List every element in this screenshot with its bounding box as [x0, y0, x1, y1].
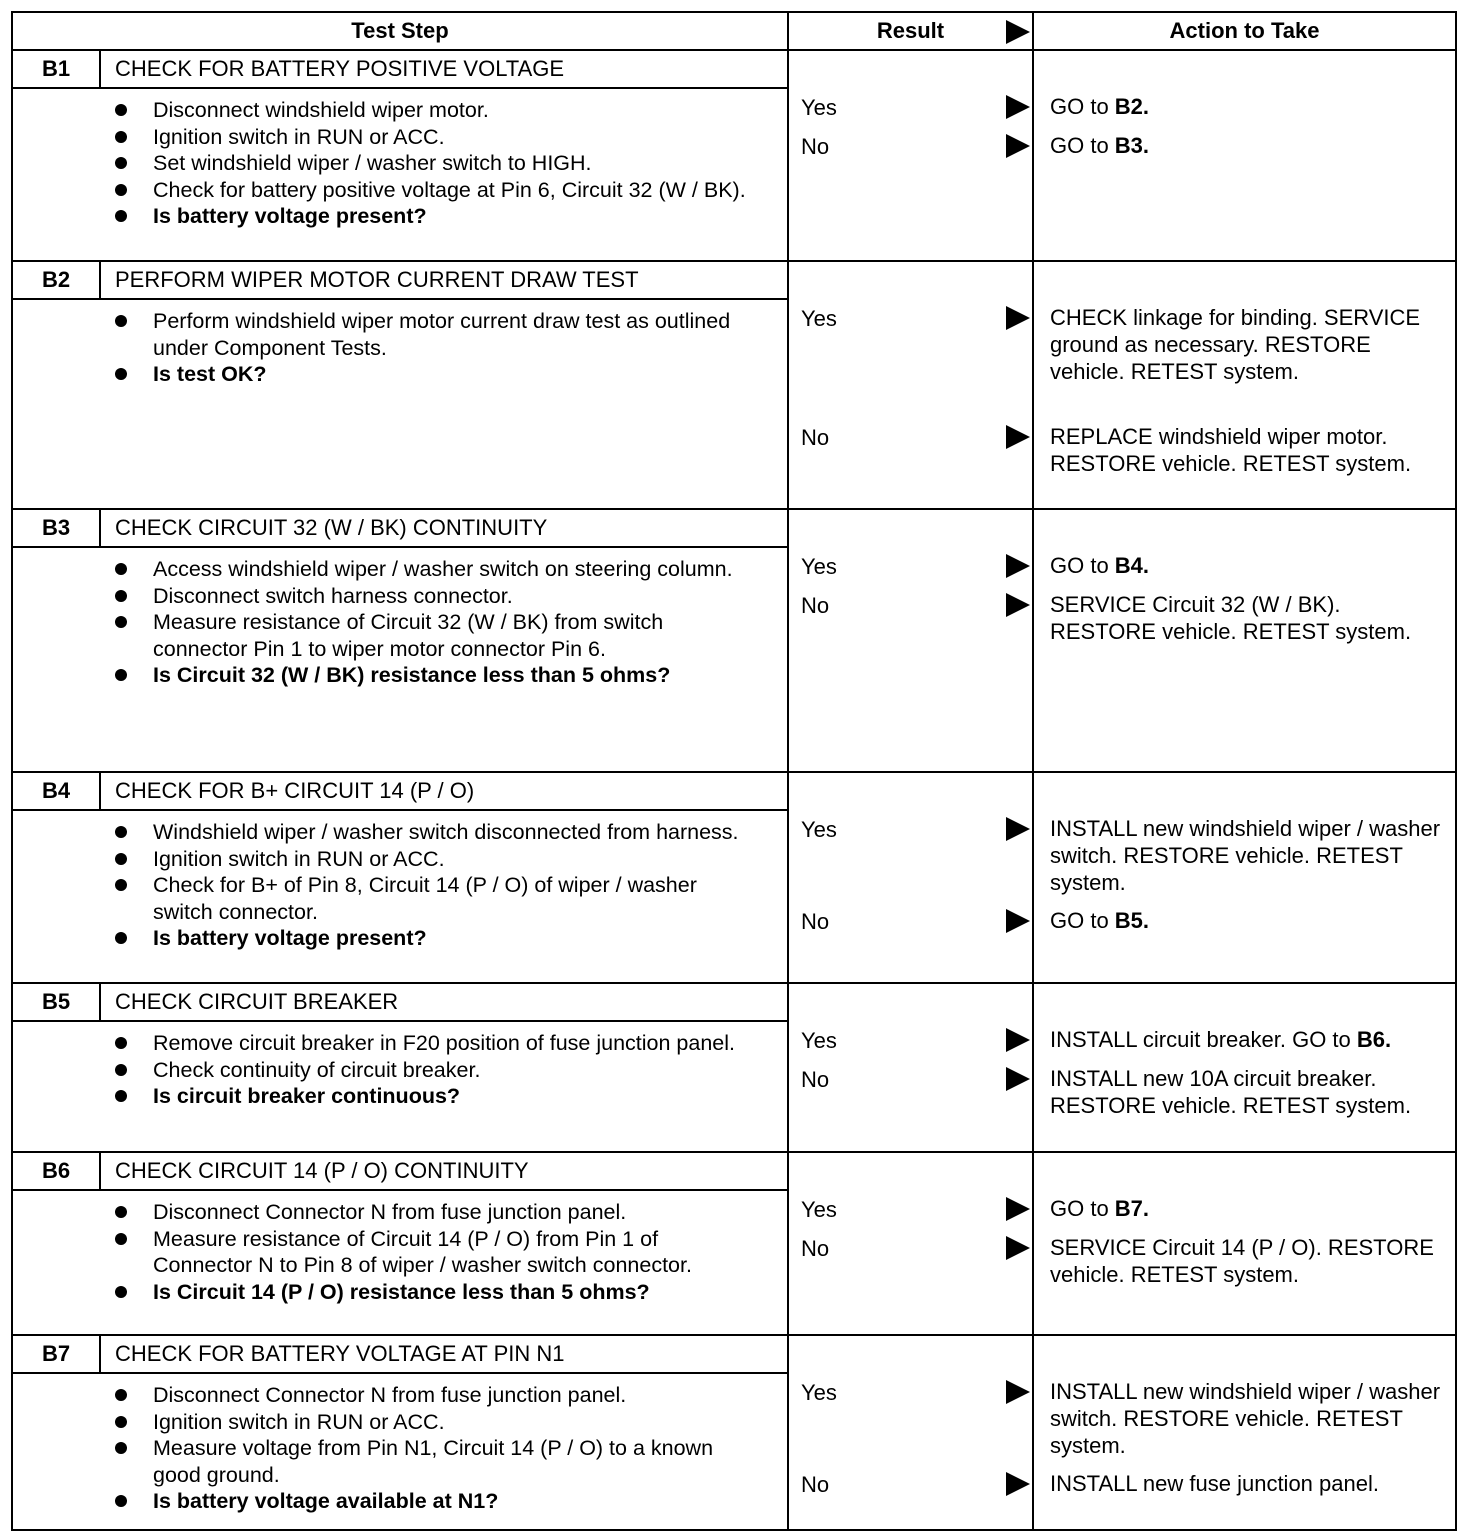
table-row [12, 983, 1456, 1152]
list-item [13, 1199, 787, 1226]
bullet-text: Ignition switch in RUN or ACC. [153, 846, 445, 871]
result-yes [789, 1378, 1032, 1408]
step-cell [12, 50, 788, 261]
arrow-right-icon [1006, 1236, 1030, 1260]
arrow-right-icon [1006, 1197, 1030, 1221]
step-title-bar [13, 262, 789, 300]
list-item [13, 556, 787, 583]
result-yes-label: Yes [801, 1380, 837, 1405]
step-title: CHECK CIRCUIT BREAKER [115, 989, 399, 1014]
action-yes [1050, 1195, 1447, 1222]
bullet-icon [115, 826, 127, 838]
action-no-ref: B3. [1114, 133, 1150, 158]
action-no [1050, 907, 1447, 934]
table-row [12, 50, 1456, 261]
step-title: CHECK FOR BATTERY VOLTAGE AT PIN N1 [115, 1341, 565, 1366]
arrow-right-icon [1006, 1067, 1030, 1091]
step-title-bar [13, 1336, 789, 1374]
bullet-icon [115, 932, 127, 944]
header-result [788, 12, 1033, 50]
arrow-right-icon [1006, 20, 1030, 44]
step-bullets [13, 89, 787, 234]
action-yes-text: GO to [1050, 1196, 1115, 1221]
list-item-question [13, 925, 787, 952]
bullet-text: Measure resistance of Circuit 14 (P / O) from Pin 1 of Connector N to Pin 8 of wiper / washer switch connector. [153, 1226, 692, 1278]
bullet-text: Measure voltage from Pin N1, Circuit 14 (P / O) to a known good ground. [153, 1436, 714, 1487]
bullet-icon [115, 590, 127, 602]
list-item [13, 97, 787, 124]
result-cell [788, 50, 1033, 261]
arrow-right-icon [1006, 306, 1030, 330]
action-cell [1033, 1335, 1456, 1530]
bullet-icon [115, 563, 127, 575]
bullet-icon [115, 104, 127, 116]
action-cell [1033, 509, 1456, 772]
table-row [12, 1152, 1456, 1335]
list-item [13, 846, 787, 873]
bullet-icon [115, 1442, 127, 1454]
test-step-table [11, 11, 1457, 1531]
step-title: CHECK CIRCUIT 14 (P / O) CONTINUITY [115, 1158, 529, 1183]
bullet-text: Check for battery positive voltage at Pin 6, Circuit 32 (W / BK). [153, 177, 746, 202]
step-title-bar [13, 773, 789, 811]
bullet-icon [115, 616, 127, 628]
action-yes: INSTALL new windshield wiper / washer switch. RESTORE vehicle. RETEST system. [1050, 816, 1441, 895]
list-item-question [13, 1083, 787, 1110]
result-yes-label: Yes [801, 306, 837, 331]
action-no: INSTALL new 10A circuit breaker. RESTORE vehicle. RETEST system. [1050, 1066, 1412, 1118]
bullet-icon [115, 879, 127, 891]
action-no [1050, 132, 1447, 159]
action-no-ref: B5. [1114, 908, 1150, 933]
result-yes-label: Yes [801, 95, 837, 120]
step-bullets [13, 1191, 787, 1309]
question-text: Is battery voltage available at N1? [153, 1489, 499, 1514]
bullet-icon [115, 669, 127, 681]
list-item [13, 177, 787, 204]
action-cell [1033, 1152, 1456, 1335]
bullet-icon [115, 368, 127, 380]
bullet-icon [115, 1037, 127, 1049]
action-yes [1050, 93, 1447, 120]
step-cell [12, 983, 788, 1152]
bullet-text: Ignition switch in RUN or ACC. [153, 1409, 445, 1434]
list-item [13, 308, 787, 361]
result-no [789, 1065, 1032, 1095]
bullet-icon [115, 210, 127, 222]
step-title: CHECK FOR BATTERY POSITIVE VOLTAGE [115, 56, 565, 81]
list-item [13, 1057, 787, 1084]
bullet-text: Remove circuit breaker in F20 position of fuse junction panel. [153, 1031, 736, 1055]
step-id: B5 [13, 984, 101, 1020]
bullet-text: Windshield wiper / washer switch disconnected from harness. [153, 820, 739, 844]
result-cell [788, 509, 1033, 772]
result-no-label: No [801, 1067, 830, 1092]
arrow-right-icon [1006, 134, 1030, 158]
result-yes [789, 552, 1032, 582]
arrow-right-icon [1006, 95, 1030, 119]
result-yes [789, 815, 1032, 845]
arrow-right-icon [1006, 593, 1030, 617]
list-item-question [13, 1279, 787, 1306]
action-no: SERVICE Circuit 14 (P / O). RESTORE vehicle. RETEST system. [1050, 1235, 1434, 1287]
action-yes-text: INSTALL circuit breaker. GO to [1050, 1027, 1357, 1052]
list-item [13, 609, 787, 662]
step-id: B4 [13, 773, 101, 809]
step-title: CHECK CIRCUIT 32 (W / BK) CONTINUITY [115, 515, 548, 540]
bullet-text: Perform windshield wiper motor current draw test as outlined under Component Tests. [153, 309, 731, 360]
arrow-right-icon [1006, 1380, 1030, 1404]
step-cell [12, 261, 788, 509]
question-text: Is battery voltage present? [153, 204, 427, 229]
result-no-label: No [801, 909, 830, 934]
list-item-question [13, 203, 787, 230]
result-yes-label: Yes [801, 1197, 837, 1222]
bullet-icon [115, 1389, 127, 1401]
step-title: PERFORM WIPER MOTOR CURRENT DRAW TEST [115, 267, 639, 292]
arrow-right-icon [1006, 909, 1030, 933]
bullet-icon [115, 1286, 127, 1298]
action-cell [1033, 261, 1456, 509]
action-yes: CHECK linkage for binding. SERVICE ground as necessary. RESTORE vehicle. RETEST system. [1050, 305, 1421, 384]
list-item [13, 819, 787, 846]
bullet-icon [115, 131, 127, 143]
step-id: B2 [13, 262, 101, 298]
table-row [12, 509, 1456, 772]
bullet-text: Ignition switch in RUN or ACC. [153, 124, 445, 149]
result-no [789, 132, 1032, 162]
result-cell [788, 1152, 1033, 1335]
bullet-text: Check for B+ of Pin 8, Circuit 14 (P / O) of wiper / washer switch connector. [153, 873, 697, 924]
result-no [789, 1234, 1032, 1264]
header-result-label: Result [876, 18, 945, 43]
action-yes-ref: B2. [1114, 94, 1150, 119]
result-yes-label: Yes [801, 817, 837, 842]
arrow-right-icon [1006, 425, 1030, 449]
action-no: REPLACE windshield wiper motor. RESTORE vehicle. RETEST system. [1050, 424, 1412, 476]
action-cell [1033, 772, 1456, 983]
result-cell [788, 983, 1033, 1152]
list-item [13, 1030, 787, 1057]
step-bullets [13, 548, 787, 693]
action-yes: INSTALL new windshield wiper / washer switch. RESTORE vehicle. RETEST system. [1050, 1379, 1441, 1458]
question-text: Is test OK? [153, 362, 267, 387]
bullet-icon [115, 1416, 127, 1428]
bullet-text: Measure resistance of Circuit 32 (W / BK) from switch connector Pin 1 to wiper motor connector Pin 6. [153, 610, 664, 661]
step-cell [12, 772, 788, 983]
result-no [789, 907, 1032, 937]
action-no-text: GO to [1050, 133, 1115, 158]
step-bullets [13, 811, 787, 956]
step-title: CHECK FOR B+ CIRCUIT 14 (P / O) [115, 778, 475, 803]
step-id: B3 [13, 510, 101, 546]
action-yes-ref: B7. [1114, 1196, 1150, 1221]
step-title-bar [13, 984, 789, 1022]
result-no [789, 1470, 1032, 1500]
action-yes [1050, 552, 1447, 579]
list-item-question [13, 662, 787, 689]
table-row [12, 1335, 1456, 1530]
bullet-text: Set windshield wiper / washer switch to HIGH. [153, 151, 592, 176]
action-yes [1050, 1026, 1447, 1053]
step-cell [12, 1335, 788, 1530]
bullet-icon [115, 1064, 127, 1076]
step-bullets [13, 1022, 787, 1114]
bullet-text: Disconnect Connector N from fuse junction panel. [153, 1383, 627, 1407]
arrow-right-icon [1006, 1028, 1030, 1052]
bullet-icon [115, 853, 127, 865]
result-cell [788, 1335, 1033, 1530]
result-no [789, 423, 1032, 453]
question-text: Is circuit breaker continuous? [153, 1084, 461, 1109]
bullet-icon [115, 157, 127, 169]
action-cell [1033, 50, 1456, 261]
step-title-bar [13, 1153, 789, 1191]
arrow-right-icon [1006, 1472, 1030, 1496]
action-no: INSTALL new fuse junction panel. [1050, 1471, 1379, 1496]
action-yes-text: GO to [1050, 553, 1115, 578]
result-yes-label: Yes [801, 1028, 837, 1053]
diagnostic-page [11, 11, 1455, 1529]
arrow-right-icon [1006, 817, 1030, 841]
table-row [12, 261, 1456, 509]
result-yes [789, 304, 1032, 334]
step-id: B1 [13, 51, 101, 87]
list-item [13, 150, 787, 177]
action-no-text: GO to [1050, 908, 1115, 933]
list-item [13, 1382, 787, 1409]
list-item [13, 124, 787, 151]
question-text: Is Circuit 32 (W / BK) resistance less than 5 ohms? [153, 663, 671, 688]
header-action: Action to Take [1033, 12, 1456, 50]
header-test-step: Test Step [12, 12, 788, 50]
list-item [13, 1435, 787, 1488]
step-title-bar [13, 510, 789, 548]
action-yes-ref: B6. [1356, 1027, 1392, 1052]
question-text: Is Circuit 14 (P / O) resistance less than 5 ohms? [153, 1279, 650, 1304]
step-id: B6 [13, 1153, 101, 1189]
action-yes-ref: B4. [1114, 553, 1150, 578]
list-item-question [13, 361, 787, 388]
bullet-text: Disconnect Connector N from fuse junction panel. [153, 1200, 627, 1224]
result-no-label: No [801, 134, 830, 159]
list-item [13, 1409, 787, 1436]
result-no-label: No [801, 425, 830, 450]
step-title-bar [13, 51, 789, 89]
result-cell [788, 261, 1033, 509]
result-yes [789, 1195, 1032, 1225]
arrow-right-icon [1006, 554, 1030, 578]
step-bullets [13, 300, 787, 392]
bullet-icon [115, 1233, 127, 1245]
bullet-icon [115, 1495, 127, 1507]
bullet-text: Access windshield wiper / washer switch on steering column. [153, 557, 733, 581]
table-row [12, 772, 1456, 983]
action-yes-text: GO to [1050, 94, 1115, 119]
step-cell [12, 1152, 788, 1335]
bullet-icon [115, 1090, 127, 1102]
result-no-label: No [801, 1472, 830, 1497]
list-item-question [13, 1488, 787, 1515]
result-cell [788, 772, 1033, 983]
list-item [13, 583, 787, 610]
list-item [13, 1226, 787, 1279]
step-id: B7 [13, 1336, 101, 1372]
question-text: Is battery voltage present? [153, 926, 427, 951]
result-no-label: No [801, 1236, 830, 1261]
action-cell [1033, 983, 1456, 1152]
step-cell [12, 509, 788, 772]
result-no-label: No [801, 593, 830, 618]
bullet-icon [115, 1206, 127, 1218]
bullet-text: Disconnect switch harness connector. [153, 583, 513, 608]
bullet-icon [115, 315, 127, 327]
bullet-icon [115, 184, 127, 196]
result-yes [789, 1026, 1032, 1056]
list-item [13, 872, 787, 925]
step-bullets [13, 1374, 787, 1519]
bullet-text: Disconnect windshield wiper motor. [153, 98, 489, 122]
table-header-row [12, 12, 1456, 50]
bullet-text: Check continuity of circuit breaker. [153, 1057, 481, 1082]
result-yes-label: Yes [801, 554, 837, 579]
result-no [789, 591, 1032, 621]
action-no: SERVICE Circuit 32 (W / BK). RESTORE vehicle. RETEST system. [1050, 592, 1412, 644]
result-yes [789, 93, 1032, 123]
